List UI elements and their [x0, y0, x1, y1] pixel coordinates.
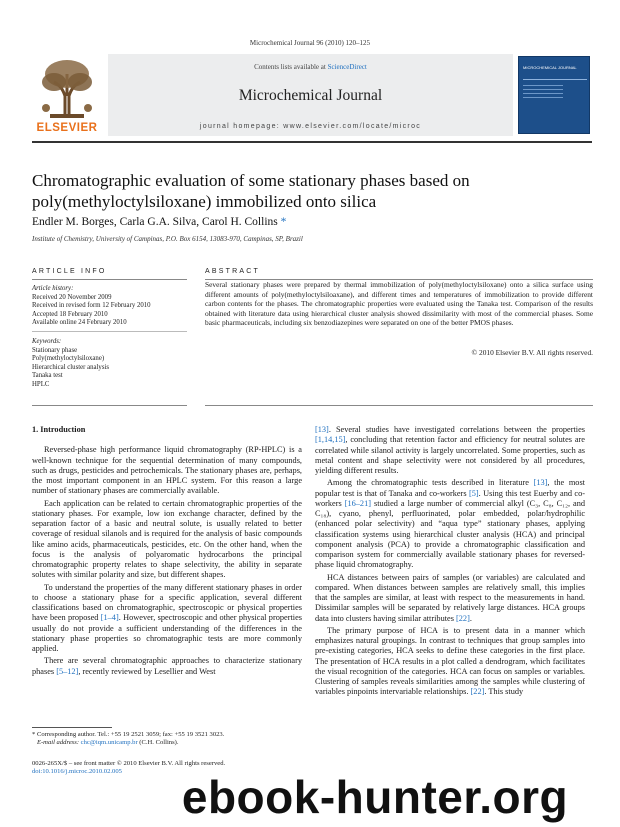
- body-paragraph: Each application can be related to certain chromatographic properties of the stationary phases. For example, low ion exchange character, defined by the separation factor of a basic and neutral solute, is usually related to better coverage of residual silanols and is required for the analysis of basic compounds like amino acids, pharmaceuticals, pesticides, etc. On the other hand, when the focus is the analysis of polyaromatic hydrocarbons the principal chromatographic property relates to shape selectivity, the ability in separate solutes with similar polarity and size, but different shapes.: [32, 498, 302, 580]
- history-item: Received 20 November 2009: [32, 293, 112, 301]
- keyword-item: Poly(methyloctylsiloxane): [32, 355, 105, 363]
- citation-link[interactable]: [1,14,15]: [315, 435, 346, 445]
- elsevier-tree-icon: [32, 56, 102, 122]
- section-heading-introduction: 1. Introduction: [32, 425, 86, 434]
- text-run: . Using this test Euerby and co-workers: [315, 488, 585, 508]
- body-right-column: [315, 425, 585, 700]
- doi-link[interactable]: doi:10.1016/j.microc.2010.02.005: [32, 768, 122, 776]
- text-run: . Several studies have investigated correlations between the properties: [328, 425, 585, 434]
- article-info-rule: [32, 279, 187, 280]
- citation-link[interactable]: [5]: [468, 488, 479, 498]
- abstract-bottom-rule: [205, 405, 593, 406]
- keyword-item: Tanaka test: [32, 372, 63, 380]
- cover-title: MICROCHEMICAL JOURNAL: [523, 65, 577, 70]
- citation-link[interactable]: [1–4]: [100, 613, 119, 623]
- email-label: E-mail address:: [36, 739, 80, 747]
- text-run: , concluding that retention factor and efficiency for neutral solutes are correlated while silanol activity is largely uncorrelated. Some properties, such as metal content and shape selectivity were not considered by all procedures, yielding different results.: [315, 435, 585, 475]
- cover-divider: [523, 79, 587, 80]
- keyword-item: Hierarchical cluster analysis: [32, 363, 109, 371]
- text-run: . However, spectroscopic and other physical properties usually do not provide a sufficient understanding of the differences in the stationary phase properties so chromatographic tests are more commonly applied.: [32, 613, 302, 653]
- elsevier-logo: [32, 56, 102, 134]
- text-run: studied a large number of commercial alkyl (C₃, C₈, C₁₂, and C₁₈), cyano, phenyl, perfluorinated, polar embedded, polar/hydrophilic (enhanced polar selectivity) and “aqua type” stationary phases, applying classification systems using hierarchical cluster analysis (HCA) and principal component analysis (PCA) to provide a chromatographic classification and comparison system for commercially available stationary phases for reversed-phase liquid chromatography.: [315, 498, 585, 570]
- contents-prefix: Contents lists available at: [254, 63, 328, 71]
- body-paragraph: [315, 573, 585, 624]
- journal-masthead: [32, 54, 592, 136]
- abstract-heading: ABSTRACT: [205, 268, 260, 275]
- body-paragraph: Reversed-phase high performance liquid chromatography (RP-HPLC) is a well-known technique for the sequential determination of many compounds, such as drugs, pesticides and petrochemicals. The stationary phases are, perhaps, the most important component in an HPLC system. For this reason a large number of stationary phases are commercially available.: [32, 445, 302, 496]
- footnote-contact: * Corresponding author. Tel.: +55 19 2521 3059; fax: +55 19 3521 3023.: [32, 731, 225, 738]
- corresponding-author-mark[interactable]: *: [280, 216, 287, 228]
- citation-link[interactable]: [5–12]: [56, 666, 79, 676]
- issn-line: 0026-265X/$ – see front matter © 2010 Elsevier B.V. All rights reserved.: [32, 760, 226, 767]
- authors-names: Endler M. Borges, Carla G.A. Silva, Carol H. Collins: [32, 216, 278, 228]
- elsevier-wordmark: ELSEVIER: [36, 122, 98, 134]
- keywords-label: Keywords:: [32, 338, 62, 345]
- journal-cover-image: [518, 56, 590, 134]
- text-run: , the most popular test is that of Tanaka and co-workers: [315, 478, 585, 498]
- history-label: Article history:: [32, 285, 74, 292]
- article-info-heading: ARTICLE INFO: [32, 268, 107, 275]
- abstract-text: Several stationary phases were prepared by thermal immobilization of poly(methyloctylsiloxane) onto a silica surface using different amounts of poly(methyloctylsiloaxane), and different times and temperatures of immobilization to provide different carbon contents for the phases. The chromatographic properties were evaluated using the Tanaka test. Comparison of the results obtained with literature data using hierarchical cluster analysis showed dissimilarity with most of the commercial phases. Some basic pharmaceuticals, including six benzodiazepines were separated on one of the better PMOS phases.: [205, 280, 593, 328]
- masthead-center: [108, 54, 513, 136]
- history-item: Received in revised form 12 February 2010: [32, 302, 151, 310]
- body-paragraph: [32, 656, 302, 677]
- text-run: To understand the properties of the many different stationary phases in order to choose a stationary phase for a specific application, several different classifications based on chromatographic, spectroscopic or physical properties have been proposed: [32, 582, 302, 623]
- citation-link[interactable]: [13]: [315, 425, 329, 434]
- journal-title: Microchemical Journal: [238, 87, 383, 104]
- keyword-item: HPLC: [32, 380, 50, 388]
- email-link[interactable]: chc@iqm.unicamp.br: [79, 739, 138, 747]
- citation-link[interactable]: [13]: [533, 478, 548, 488]
- corresponding-author-footnote: [32, 731, 302, 748]
- citation-link[interactable]: [22]: [456, 613, 470, 623]
- cover-lines: [523, 85, 563, 101]
- text-run: The primary purpose of HCA is to present data in a manner which emphasizes natural groupings. In contrast to techniques that group samples into pre-existing categories, HCA seeks to define these categories in the first place. The presentation of HCA results in a plot called a dendrogram, which facilitates the visual recognition of the categories. HCA can focus on samples or variables. Clustering of samples reveals similarities among the samples while clustering of variables pinpoints intervariable relationships.: [315, 625, 585, 697]
- body-paragraph: [315, 626, 585, 698]
- text-run: .: [469, 613, 472, 623]
- body-paragraph: [32, 583, 302, 655]
- citation-link[interactable]: [22]: [470, 687, 485, 697]
- keywords: [32, 338, 182, 390]
- masthead-rule: [32, 141, 592, 143]
- body-left-column: [32, 425, 302, 679]
- info-bottom-rule: [32, 405, 187, 406]
- contents-line: [108, 63, 513, 71]
- info-divider: [32, 331, 187, 332]
- footnote-email-line: [32, 739, 302, 747]
- author-list: [32, 216, 592, 228]
- watermark: ebook-hunter.org: [181, 771, 569, 823]
- text-run: There are several chromatographic approaches to characterize stationary phases: [32, 656, 302, 676]
- sciencedirect-link[interactable]: ScienceDirect: [327, 63, 367, 71]
- keyword-item: Stationary phase: [32, 346, 78, 354]
- body-paragraph: [315, 425, 585, 476]
- journal-citation: Microchemical Journal 96 (2010) 120–125: [249, 39, 371, 47]
- text-run: , recently reviewed by Lesellier and West: [78, 666, 216, 676]
- history-item: Available online 24 February 2010: [32, 319, 127, 327]
- text-run: Among the chromatographic tests described in literature: [327, 478, 534, 488]
- history-item: Accepted 18 February 2010: [32, 310, 108, 318]
- paper-title: Chromatographic evaluation of some stationary phases based on poly(methyloctylsiloxane) immobilized onto silica: [32, 171, 470, 211]
- text-run: HCA distances between pairs of samples (or variables) are calculated and compared. When distances between samples are relatively small, this implies that the samples are similar, at least with respect to the measurements in hand. Dissimilar samples will be separated by relatively large distances. HCA groups data into clusters having similar attributes: [315, 572, 585, 623]
- article-history: [32, 285, 182, 328]
- citation-link[interactable]: [16–21]: [344, 498, 371, 508]
- abstract-copyright: © 2010 Elsevier B.V. All rights reserved.: [471, 348, 593, 357]
- text-run: . This study: [484, 687, 524, 697]
- affiliation: Institute of Chemistry, University of Campinas, P.O. Box 6154, 13083-970, Campinas, SP, Brazil: [32, 235, 303, 243]
- body-paragraph: [315, 478, 585, 570]
- journal-homepage-link[interactable]: journal homepage: www.elsevier.com/locate/microc: [199, 123, 422, 130]
- footnote-rule: [32, 727, 112, 728]
- email-suffix: (C.H. Collins).: [137, 739, 179, 747]
